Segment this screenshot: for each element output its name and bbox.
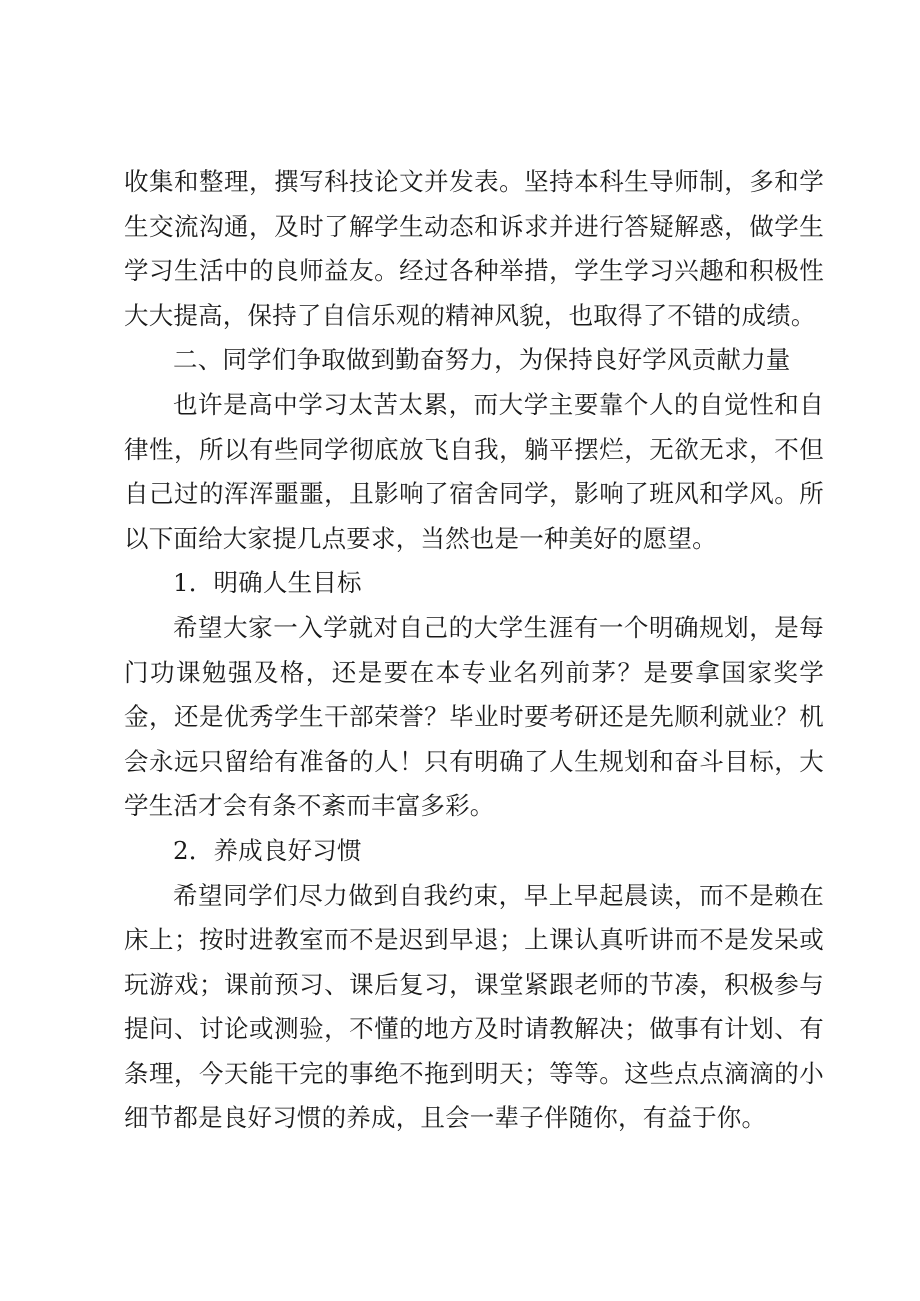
paragraph-goals: 希望大家一入学就对自己的大学生涯有一个明确规划，是每门功课勉强及格，还是要在本专业名列前茅？是要拿国家奖学金，还是优秀学生干部荣誉？毕业时要考研还是先顺利就业？机会永远只留给有准备的人！只有明确了人生规划和奋斗目标，大学生活才会有条不紊而丰富多彩。 [124,612,824,821]
paragraph-intro: 也许是高中学习太苦太累，而大学主要靠个人的自觉性和自律性，所以有些同学彻底放飞自我，躺平摆烂，无欲无求，不但自己过的浑浑噩噩，且影响了宿舍同学，影响了班风和学风。所以下面给大家提几点要求，当然也是一种美好的愿望。 [124,389,824,553]
section-heading-2: 二、同学们争取做到勤奋努力，为保持良好学风贡献力量 [173,345,791,375]
document-body [124,160,824,1141]
paragraph-habits: 希望同学们尽力做到自我约束，早上早起晨读，而不是赖在床上；按时进教室而不是迟到早退；上课认真听讲而不是发呆或玩游戏；课前预习、课后复习，课堂紧跟老师的节凑，积极参与提问、讨论或测验，不懂的地方及时请教解决；做事有计划、有条理，今天能干完的事绝不拖到明天；等等。这些点点滴滴的小细节都是良好习惯的养成，且会一辈子伴随你，有益于你。 [124,880,824,1133]
subheading-1: 1．明确人生目标 [173,568,362,598]
subheading-2: 2．养成良好习惯 [173,835,362,865]
paragraph-continuation: 收集和整理，撰写科技论文并发表。坚持本科生导师制，多和学生交流沟通，及时了解学生动态和诉求并进行答疑解惑，做学生学习生活中的良师益友。经过各种举措，学生学习兴趣和积极性大大提高，保持了自信乐观的精神风貌，也取得了不错的成绩。 [124,167,824,330]
